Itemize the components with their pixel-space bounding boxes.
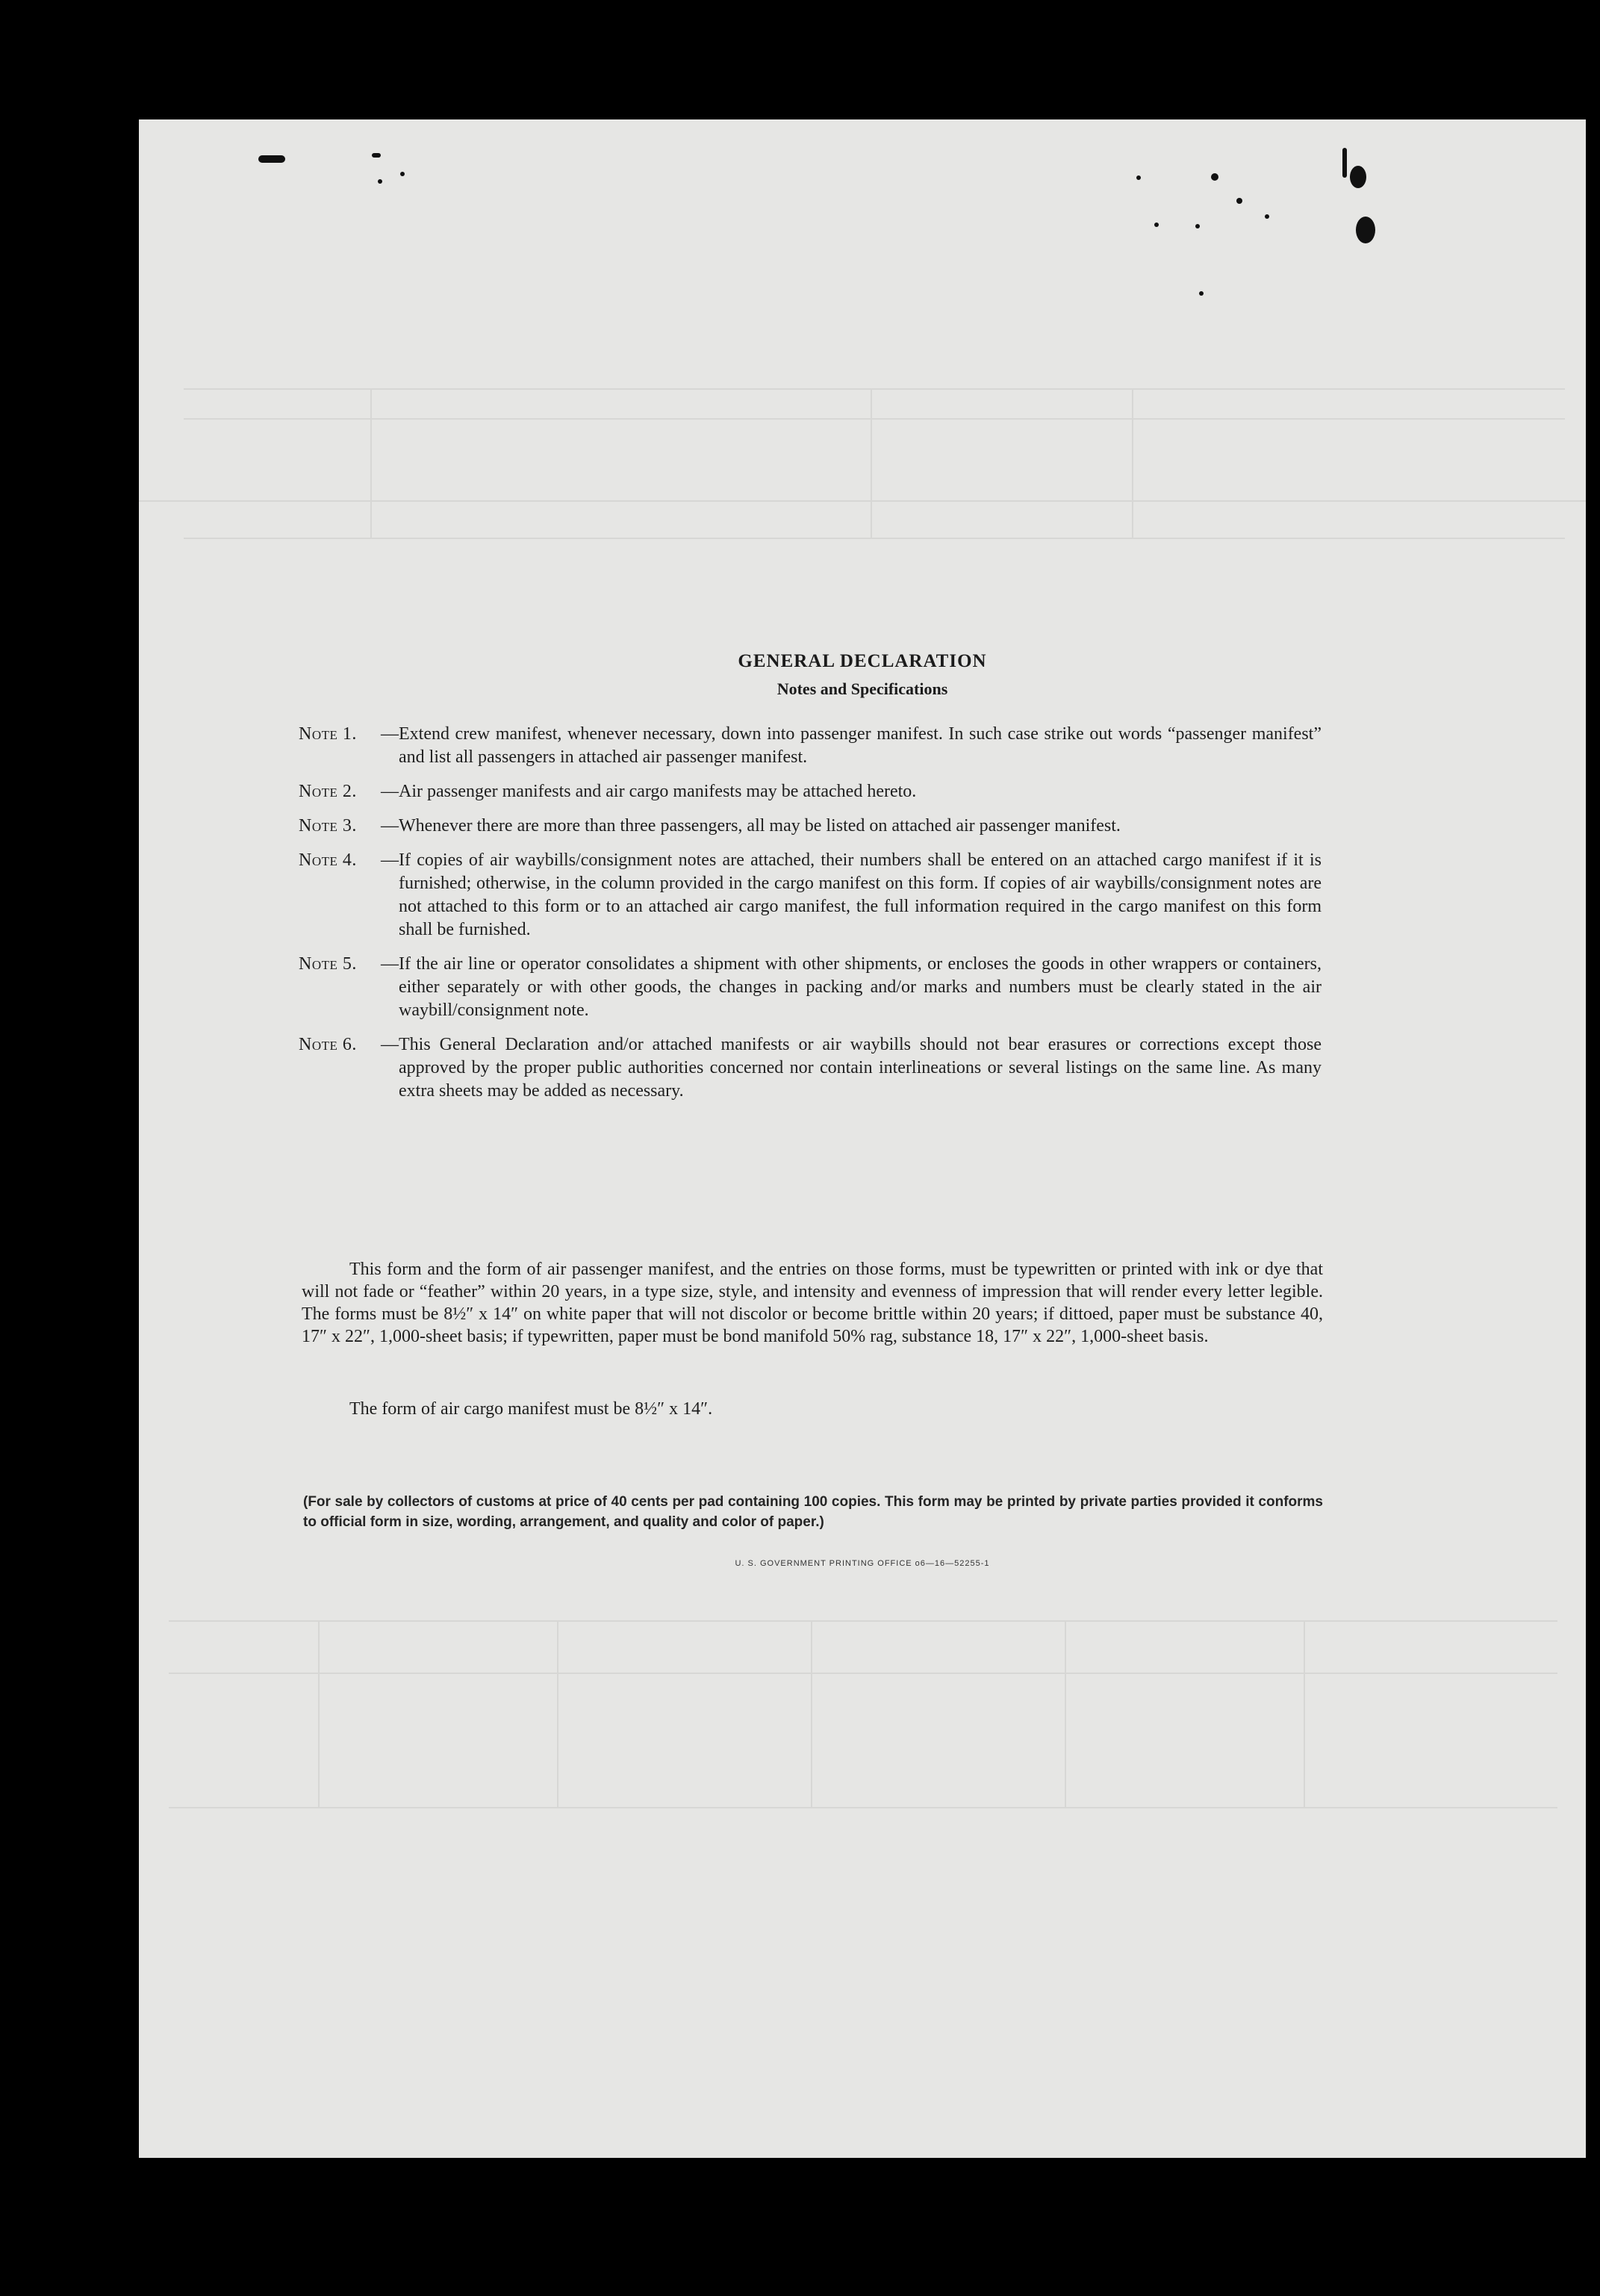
note-text: Air passenger manifests and air cargo manifests may be attached hereto. <box>399 782 917 801</box>
note-6 <box>299 1033 1322 1103</box>
note-text: If the air line or operator consolidates a shipment with other shipments, or encloses the goods in other wrappers or containers, either separately or with other goods, the changes in packing and/or marks and numbers must be clearly stated in the air waybill/consignment note. <box>399 954 1322 1020</box>
note-2 <box>299 780 1322 803</box>
note-label: Note 4. <box>299 850 357 870</box>
note-dash: — <box>381 954 399 974</box>
printer-imprint: U. S. GOVERNMENT PRINTING OFFICE o6—16—52255-1 <box>735 1559 990 1568</box>
note-text: This General Declaration and/or attached manifests or air waybills should not bear erasures or corrections except those approved by the proper public authorities concerned nor contain interlineations or several listings on the same line. As many extra sheets may be added as necessary. <box>399 1035 1322 1101</box>
page-title: GENERAL DECLARATION <box>738 651 987 671</box>
note-dash: — <box>381 850 399 870</box>
note-label: Note 3. <box>299 816 357 836</box>
page-subtitle: Notes and Specifications <box>776 679 948 698</box>
note-label: Note 5. <box>299 954 357 974</box>
note-5 <box>299 953 1322 1022</box>
note-text: Extend crew manifest, whenever necessary, down into passenger manifest. In such case strike out words “passenger manifest” and list all passengers in attached air passenger manifest. <box>399 724 1322 767</box>
note-label: Note 2. <box>299 782 357 801</box>
note-dash: — <box>381 816 399 836</box>
notes-list <box>299 723 1322 1114</box>
note-label: Note 6. <box>299 1035 357 1054</box>
note-1 <box>299 723 1322 769</box>
note-dash: — <box>381 1035 399 1054</box>
note-text: Whenever there are more than three passengers, all may be listed on attached air passenger manifest. <box>399 816 1121 836</box>
note-dash: — <box>381 782 399 801</box>
form-specification-paragraph <box>302 1258 1323 1348</box>
note-label: Note 1. <box>299 724 357 744</box>
note-text: If copies of air waybills/consignment notes are attached, their numbers shall be entered on an attached cargo manifest if it is furnished; otherwise, in the column provided in the cargo manifest on this form. If copies of air waybills/consignment notes are not attached to this form or to an attached air cargo manifest, the full information required in the cargo manifest on this form shall be furnished. <box>399 850 1322 939</box>
document-content <box>139 119 1586 2158</box>
note-4 <box>299 849 1322 942</box>
sale-notice: (For sale by collectors of customs at price of 40 cents per pad containing 100 copies. This form may be printed by private parties provided it conforms to official form in size, wording, arrangement, and quality and color of paper.) <box>303 1494 1323 1530</box>
paragraph-text: This form and the form of air passenger manifest, and the entries on those forms, must be typewritten or printed with ink or dye that will not fade or “feather” within 20 years, in a type size, style, and intensity and evenness of impression that will render every letter legible. The forms must be 8½″ x 14″ on white paper that will not discolor or become brittle within 20 years; if dittoed, paper must be substance 40, 17″ x 22″, 1,000-sheet basis; if typewritten, paper must be bond manifold 50% rag, substance 18, 17″ x 22″, 1,000-sheet basis. <box>302 1260 1323 1346</box>
note-3 <box>299 815 1322 838</box>
document-page <box>139 119 1586 2158</box>
cargo-manifest-size-line: The form of air cargo manifest must be 8½″ x 14″. <box>349 1399 713 1419</box>
note-dash: — <box>381 724 399 744</box>
